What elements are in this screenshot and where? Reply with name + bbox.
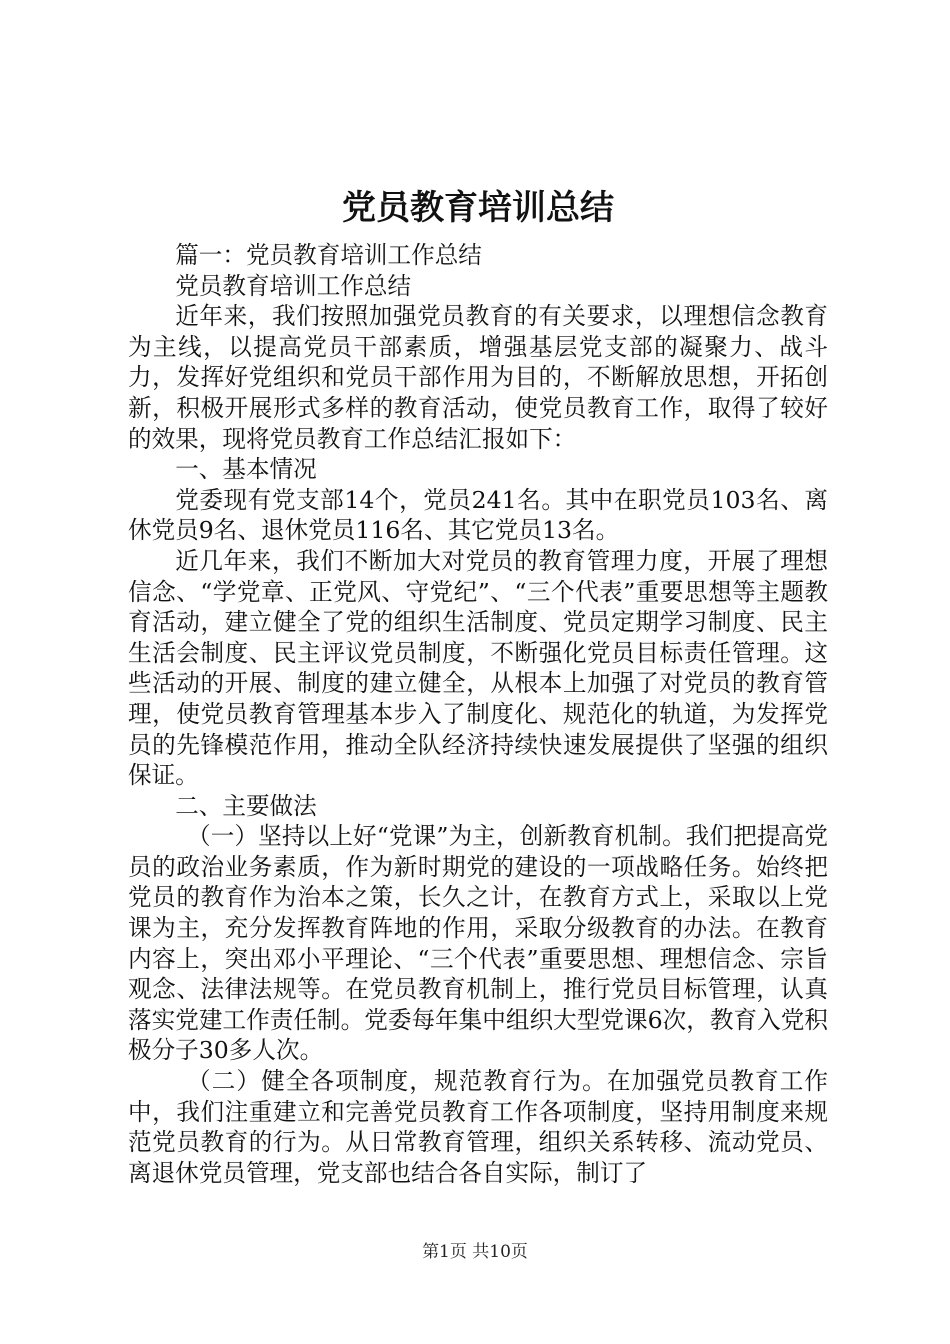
paragraph-method-two: （二）健全各项制度，规范教育行为。在加强党员教育工作中，我们注重建立和完善党员教育工作各项制度，坚持用制度来规范党员教育的行为。从日常教育管理，组织关系转移、流动党员、离退休党员管理，党支部也结合各自实际，制订了 (128, 1067, 828, 1187)
page-footer: 第1页 共10页 (422, 1242, 528, 1262)
paragraph-heading-basic: 一、基本情况 (175, 455, 317, 484)
paragraph-method-one: （一）坚持以上好“党课”为主，创新教育机制。我们把提高党员的政治业务素质，作为新时期党的建设的一项战略任务。始终把党员的教育作为治本之策，长久之计，在教育方式上，采取以上党课为主，充分发挥教育阵地的作用，采取分级教育的办法。在教育内容上，突出邓小平理论、“三个代表”重要思想、理想信念、宗旨观念、法律法规等。在党员教育机制上，推行党员目标管理，认真落实党建工作责任制。党委每年集中组织大型党课6次，教育入党积极分子30多人次。 (128, 822, 828, 1065)
paragraph-heading-methods: 二、主要做法 (175, 791, 317, 820)
document-body (128, 240, 828, 1188)
document-title: 党员教育培训总结 (342, 188, 614, 228)
paragraph-intro: 近年来，我们按照加强党员教育的有关要求，以理想信念教育为主线，以提高党员干部素质，增强基层党支部的凝聚力、战斗力，发挥好党组织和党员干部作用为目的，不断解放思想，开拓创新，积极开展形式多样的教育活动，使党员教育工作，取得了较好的效果，现将党员教育工作总结汇报如下： (128, 302, 828, 453)
paragraph-section-heading: 篇一：党员教育培训工作总结 (175, 241, 482, 269)
paragraph-basic-stats: 党委现有党支部14个，党员241名。其中在职党员103名、离休党员9名、退休党员116名、其它党员13名。 (128, 485, 828, 545)
paragraph-recent-years: 近几年来，我们不断加大对党员的教育管理力度，开展了理想信念、“学党章、正党风、守党纪”、“三个代表”重要思想等主题教育活动，建立健全了党的组织生活制度、党员定期学习制度、民主生活会制度、民主评议党员制度，不断强化党员目标责任管理。这些活动的开展、制度的建立健全，从根本上加强了对党员的教育管理，使党员教育管理基本步入了制度化、规范化的轨道，为发挥党员的先锋模范作用，推动全队经济持续快速发展提供了坚强的组织保证。 (128, 546, 828, 790)
paragraph-subtitle: 党员教育培训工作总结 (175, 271, 412, 300)
document-page (128, 180, 828, 1188)
